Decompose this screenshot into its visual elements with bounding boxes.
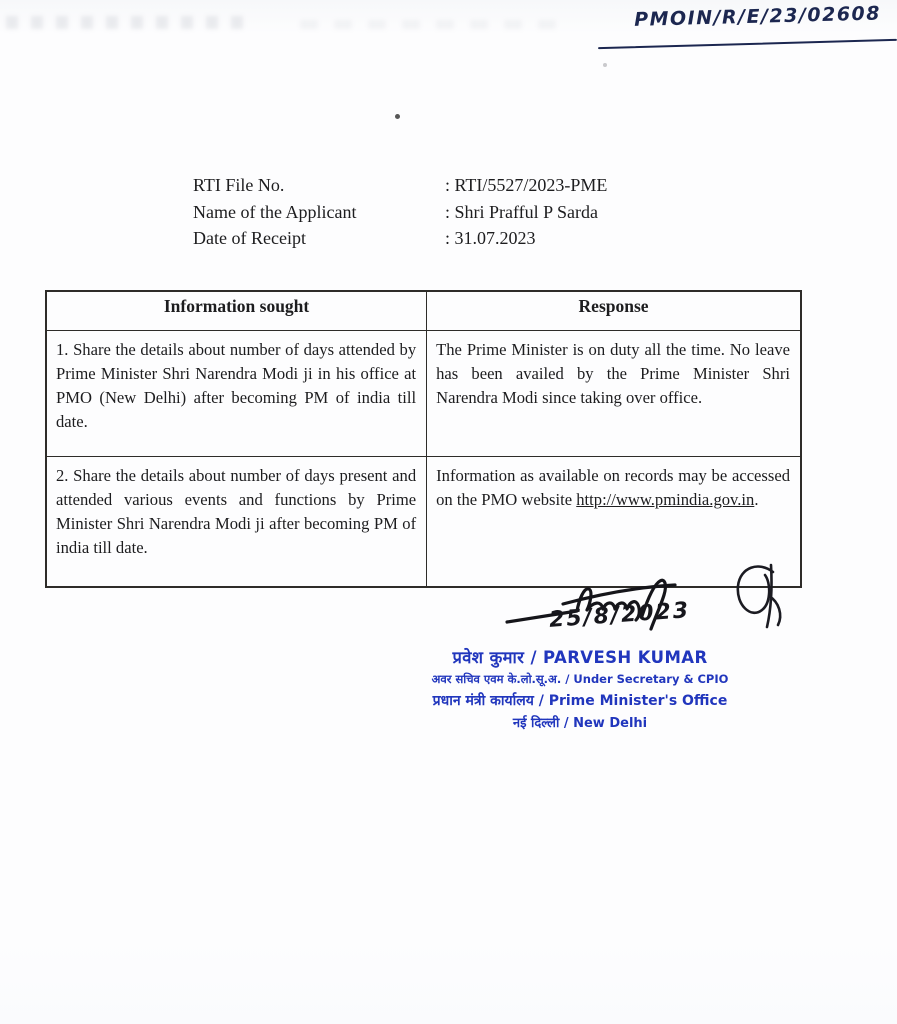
field-row-date-of-receipt — [193, 225, 607, 252]
column-header-response: Response — [427, 291, 801, 331]
pmo-website-link[interactable]: http://www.pmindia.gov.in — [576, 489, 755, 509]
response-text-before-link: Information as available on records may be accessed on the PMO website — [436, 466, 790, 509]
stamp-name: प्रवेश कुमार / PARVESH KUMAR — [452, 648, 708, 667]
field-label-applicant-name: Name of the Applicant — [193, 201, 357, 222]
handwritten-date: 25/8/2023 — [548, 598, 691, 633]
table-row — [46, 457, 801, 588]
scan-speck — [603, 63, 607, 67]
scan-speck — [395, 114, 400, 119]
table-header-row — [46, 291, 801, 331]
stamp-city: नई दिल्ली / New Delhi — [512, 716, 648, 731]
field-value-rti-file-no: : RTI/5527/2023-PME — [445, 175, 608, 195]
field-row-applicant-name — [193, 199, 607, 226]
field-value-applicant-name: : Shri Prafful P Sarda — [445, 201, 598, 222]
table-row — [46, 331, 801, 457]
field-value-date-of-receipt: : 31.07.2023 — [445, 228, 536, 248]
header-fields — [193, 172, 607, 252]
field-label-date-of-receipt: Date of Receipt — [193, 228, 306, 248]
initials-mark — [727, 558, 801, 652]
stamp-designation: अवर सचिव एवम के.लो.सू.अ. / Under Secretary & CPIO — [431, 672, 729, 686]
scan-smudge — [6, 16, 256, 29]
cell-information-sought-1: 1. Share the details about number of days attended by Prime Minister Shri Narendra Modi ji in his office at PMO (New Delhi) after becoming PM of india till date. — [46, 331, 427, 457]
response-text-after-link: . — [754, 489, 759, 509]
cell-response-1: The Prime Minister is on duty all the time. No leave has been availed by the Prime Minister Shri Narendra Modi since taking over office. — [427, 331, 801, 457]
column-header-information-sought: Information sought — [46, 291, 427, 331]
cpio-stamp — [415, 645, 745, 731]
scan-smudge — [300, 20, 560, 29]
cell-information-sought-2: 2. Share the details about number of days present and attended various events and functions by Prime Minister Shri Narendra Modi ji after becoming PM of india till date. — [46, 457, 427, 588]
rti-table — [45, 290, 802, 588]
handwritten-file-number: PMOIN/R/E/23/02608 — [633, 2, 882, 31]
stamp-office: प्रधान मंत्री कार्यालय / Prime Minister's Office — [432, 693, 728, 709]
field-row-rti-file-no — [193, 172, 607, 199]
field-label-rti-file-no: RTI File No. — [193, 175, 285, 195]
handwritten-underline — [598, 39, 897, 50]
